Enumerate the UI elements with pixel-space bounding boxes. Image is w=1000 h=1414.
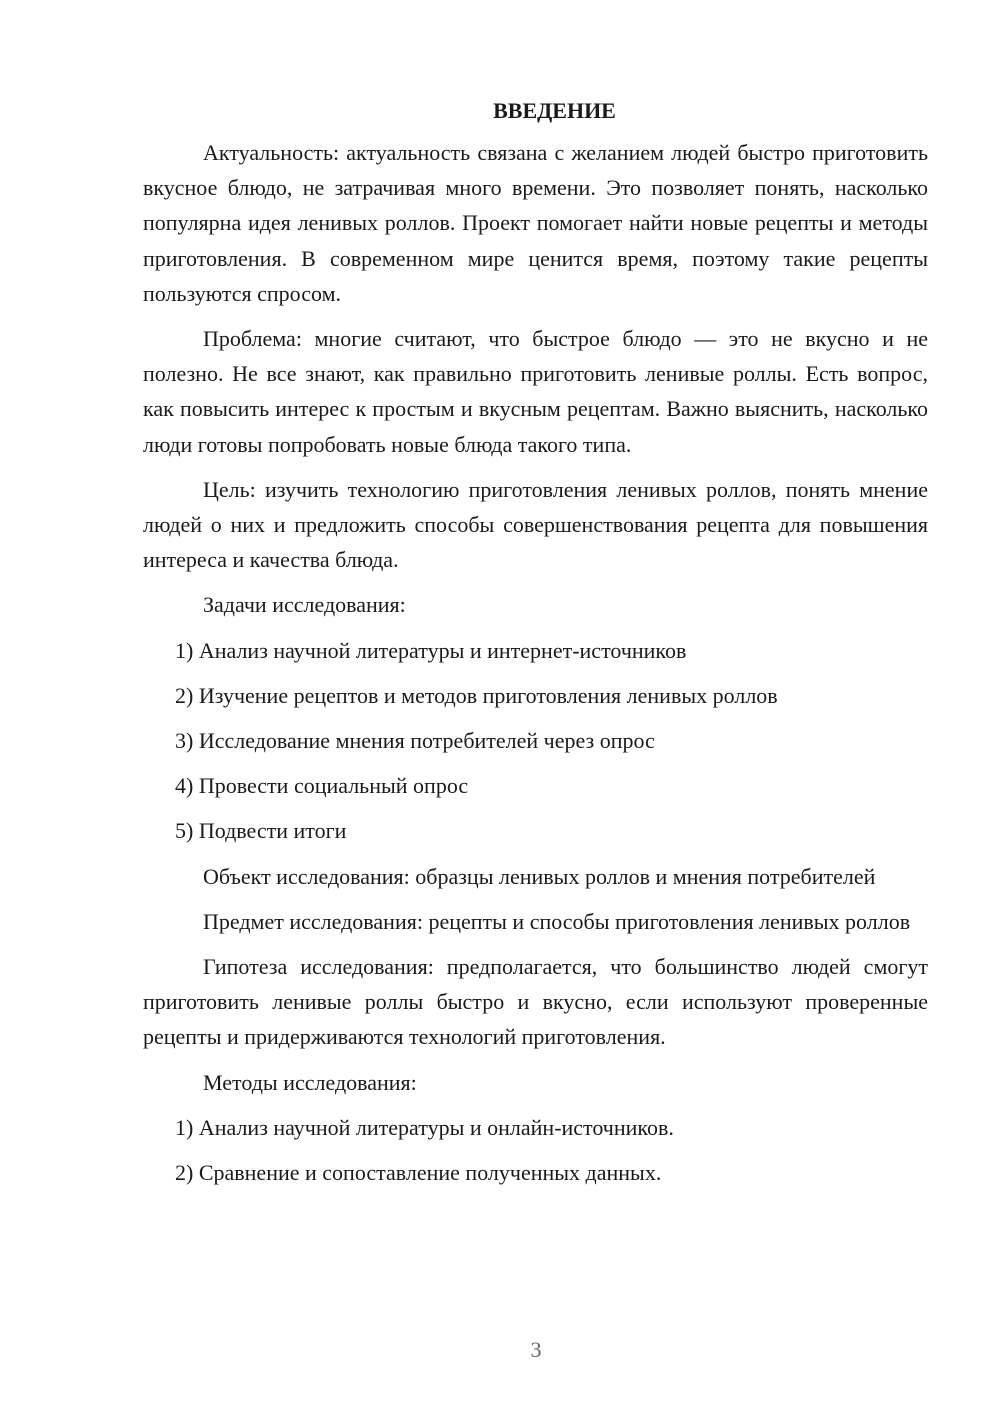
task-item: 4) Провести социальный опрос [175, 773, 469, 799]
problem-paragraph: Проблема: многие считают, что быстрое блюдо — это не вкусно и не полезно. Не все знают, как правильно приготовить ленивые роллы. Есть вопрос, как повысить интерес к простым и вкусным рецептам. Важно выяснить, насколько люди готовы попробовать новые блюда такого типа. [143, 326, 928, 457]
method-item: 2) Сравнение и сопоставление полученных данных. [175, 1160, 662, 1186]
subject-paragraph: Предмет исследования: рецепты и способы приготовления ленивых роллов [203, 908, 911, 934]
goal-paragraph: Цель: изучить технологию приготовления ленивых роллов, понять мнение людей о них и предложить способы совершенствования рецепта для повышения интереса и качества блюда. [143, 476, 928, 573]
object-paragraph: Объект исследования: образцы ленивых роллов и мнения потребителей [203, 863, 876, 889]
method-item: 1) Анализ научной литературы и онлайн-источников. [175, 1114, 674, 1140]
task-item: 5) Подвести итоги [175, 818, 347, 844]
relevance-paragraph: Актуальность: актуальность связана с желанием людей быстро приготовить вкусное блюдо, не затрачивая много времени. Это позволяет понять, насколько популярна идея ленивых роллов. Проект помогает найти новые рецепты и методы приготовления. В современном мире ценится время, поэтому такие рецепты пользуются спросом. [143, 140, 928, 306]
task-item: 2) Изучение рецептов и методов приготовления ленивых роллов [175, 682, 778, 708]
hypothesis-paragraph: Гипотеза исследования: предполагается, что большинство людей смогут приготовить ленивые роллы быстро и вкусно, если используют проверенные рецепты и придерживаются технологий приготовления. [143, 954, 928, 1050]
tasks-title: Задачи исследования: [203, 592, 406, 618]
task-item: 3) Исследование мнения потребителей через опрос [175, 728, 655, 754]
methods-title: Методы исследования: [203, 1069, 417, 1095]
section-heading: ВВЕДЕНИЕ [493, 98, 616, 123]
page-number: 3 [530, 1337, 542, 1362]
task-item: 1) Анализ научной литературы и интернет-источников [175, 637, 687, 663]
